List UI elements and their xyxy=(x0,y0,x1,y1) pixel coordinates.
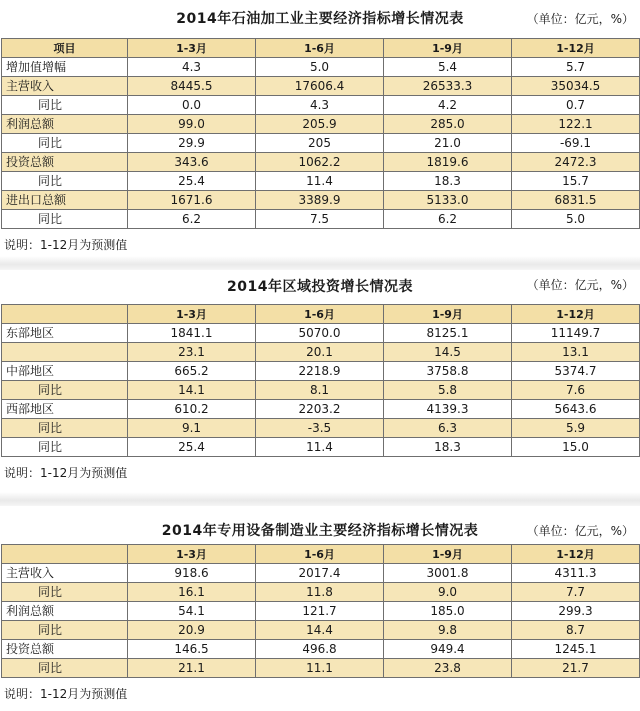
regional-unit-label: （单位：亿元，%） xyxy=(526,278,634,292)
row-label: 同比 xyxy=(2,659,128,678)
row-value: 29.9 xyxy=(128,134,256,153)
row-value: 5374.7 xyxy=(512,362,640,381)
petroleum-table xyxy=(1,38,640,229)
header-item xyxy=(2,545,128,564)
row-value: 26533.3 xyxy=(384,77,512,96)
equipment-table-title: 2014年专用设备制造业主要经济指标增长情况表 xyxy=(161,523,479,539)
row-value: 54.1 xyxy=(128,602,256,621)
header-q3: 1-9月 xyxy=(384,545,512,564)
header-q1: 1-3月 xyxy=(128,545,256,564)
row-value: 610.2 xyxy=(128,400,256,419)
row-value: 21.7 xyxy=(512,659,640,678)
row-value: 8.7 xyxy=(512,621,640,640)
row-value: 7.5 xyxy=(256,210,384,229)
row-value: 121.7 xyxy=(256,602,384,621)
row-label: 主营收入 xyxy=(2,564,128,583)
row-value: -3.5 xyxy=(256,419,384,438)
row-value: 1062.2 xyxy=(256,153,384,172)
equipment-note: 说明：1-12月为预测值 xyxy=(4,687,128,701)
row-value: 11.1 xyxy=(256,659,384,678)
row-value: 5.4 xyxy=(384,58,512,77)
row-value: 99.0 xyxy=(128,115,256,134)
section-divider xyxy=(0,256,640,270)
regional-note: 说明：1-12月为预测值 xyxy=(4,466,128,480)
row-value: 185.0 xyxy=(384,602,512,621)
row-value: 6.2 xyxy=(128,210,256,229)
row-value: 0.7 xyxy=(512,96,640,115)
row-value: 3001.8 xyxy=(384,564,512,583)
row-label: 同比 xyxy=(2,134,128,153)
row-value: -69.1 xyxy=(512,134,640,153)
row-value: 1671.6 xyxy=(128,191,256,210)
row-value: 15.0 xyxy=(512,438,640,457)
row-label: 同比 xyxy=(2,381,128,400)
row-value: 918.6 xyxy=(128,564,256,583)
petroleum-section xyxy=(0,4,640,253)
row-value: 2472.3 xyxy=(512,153,640,172)
header-q3: 1-9月 xyxy=(384,39,512,58)
header-h1: 1-6月 xyxy=(256,545,384,564)
petroleum-table-title: 2014年石油加工业主要经济指标增长情况表 xyxy=(176,11,464,27)
row-value: 5.7 xyxy=(512,58,640,77)
table-row xyxy=(2,564,640,583)
row-value: 6831.5 xyxy=(512,191,640,210)
row-label: 同比 xyxy=(2,438,128,457)
row-label: 同比 xyxy=(2,172,128,191)
row-value: 11.8 xyxy=(256,583,384,602)
table-row xyxy=(2,58,640,77)
row-value: 18.3 xyxy=(384,172,512,191)
row-value: 343.6 xyxy=(128,153,256,172)
row-value: 9.8 xyxy=(384,621,512,640)
row-value: 23.8 xyxy=(384,659,512,678)
header-full-year: 1-12月 xyxy=(512,305,640,324)
row-value: 25.4 xyxy=(128,172,256,191)
petroleum-unit-label: （单位：亿元，%） xyxy=(526,12,634,26)
row-value: 5.8 xyxy=(384,381,512,400)
equipment-section xyxy=(0,510,640,702)
row-value: 3758.8 xyxy=(384,362,512,381)
table-row xyxy=(2,343,640,362)
header-h1: 1-6月 xyxy=(256,305,384,324)
row-label: 主营收入 xyxy=(2,77,128,96)
row-value: 9.0 xyxy=(384,583,512,602)
header-item: 项目 xyxy=(2,39,128,58)
row-value: 205.9 xyxy=(256,115,384,134)
header-q3: 1-9月 xyxy=(384,305,512,324)
row-value: 4.2 xyxy=(384,96,512,115)
row-value: 14.4 xyxy=(256,621,384,640)
row-label: 东部地区 xyxy=(2,324,128,343)
header-item xyxy=(2,305,128,324)
row-value: 1819.6 xyxy=(384,153,512,172)
row-value: 21.0 xyxy=(384,134,512,153)
row-value: 5.0 xyxy=(512,210,640,229)
regional-title-row xyxy=(0,270,640,304)
row-value: 3389.9 xyxy=(256,191,384,210)
row-label: 利润总额 xyxy=(2,602,128,621)
row-value: 285.0 xyxy=(384,115,512,134)
row-value: 20.1 xyxy=(256,343,384,362)
table-row xyxy=(2,583,640,602)
row-value: 7.7 xyxy=(512,583,640,602)
row-value: 11.4 xyxy=(256,172,384,191)
regional-section xyxy=(0,270,640,481)
row-label: 投资总额 xyxy=(2,640,128,659)
row-label: 投资总额 xyxy=(2,153,128,172)
header-full-year: 1-12月 xyxy=(512,545,640,564)
regional-table-body xyxy=(2,324,640,457)
table-row xyxy=(2,602,640,621)
equipment-title-row xyxy=(0,510,640,544)
row-value: 1841.1 xyxy=(128,324,256,343)
row-label: 增加值增幅 xyxy=(2,58,128,77)
row-value: 11.4 xyxy=(256,438,384,457)
table-row xyxy=(2,659,640,678)
section-divider xyxy=(0,492,640,506)
table-row xyxy=(2,621,640,640)
header-q1: 1-3月 xyxy=(128,39,256,58)
petroleum-table-body xyxy=(2,58,640,229)
table-row xyxy=(2,400,640,419)
table-header-row xyxy=(2,545,640,564)
row-value: 8.1 xyxy=(256,381,384,400)
row-value: 14.5 xyxy=(384,343,512,362)
row-value: 6.2 xyxy=(384,210,512,229)
row-label: 利润总额 xyxy=(2,115,128,134)
table-row xyxy=(2,419,640,438)
row-value: 5070.0 xyxy=(256,324,384,343)
table-row xyxy=(2,191,640,210)
row-value: 122.1 xyxy=(512,115,640,134)
row-value: 299.3 xyxy=(512,602,640,621)
table-row xyxy=(2,96,640,115)
row-value: 5643.6 xyxy=(512,400,640,419)
equipment-table xyxy=(1,544,640,678)
row-value: 0.0 xyxy=(128,96,256,115)
row-label: 同比 xyxy=(2,621,128,640)
row-value: 11149.7 xyxy=(512,324,640,343)
row-label: 同比 xyxy=(2,210,128,229)
table-row xyxy=(2,153,640,172)
table-row xyxy=(2,172,640,191)
table-row xyxy=(2,438,640,457)
row-value: 8445.5 xyxy=(128,77,256,96)
petroleum-title-row xyxy=(0,4,640,38)
row-label: 西部地区 xyxy=(2,400,128,419)
row-value: 18.3 xyxy=(384,438,512,457)
row-value: 205 xyxy=(256,134,384,153)
row-label: 进出口总额 xyxy=(2,191,128,210)
row-value: 16.1 xyxy=(128,583,256,602)
regional-table xyxy=(1,304,640,457)
row-label xyxy=(2,343,128,362)
row-value: 4.3 xyxy=(256,96,384,115)
row-value: 2218.9 xyxy=(256,362,384,381)
table-header-row xyxy=(2,39,640,58)
regional-table-title: 2014年区域投资增长情况表 xyxy=(227,279,413,295)
row-value: 5.9 xyxy=(512,419,640,438)
row-value: 4.3 xyxy=(128,58,256,77)
row-label: 中部地区 xyxy=(2,362,128,381)
row-value: 2203.2 xyxy=(256,400,384,419)
row-value: 146.5 xyxy=(128,640,256,659)
row-value: 4139.3 xyxy=(384,400,512,419)
table-row xyxy=(2,210,640,229)
row-value: 5133.0 xyxy=(384,191,512,210)
row-value: 15.7 xyxy=(512,172,640,191)
row-label: 同比 xyxy=(2,583,128,602)
row-value: 2017.4 xyxy=(256,564,384,583)
table-row xyxy=(2,115,640,134)
equipment-unit-label: （单位：亿元，%） xyxy=(526,524,634,538)
row-label: 同比 xyxy=(2,419,128,438)
row-value: 4311.3 xyxy=(512,564,640,583)
petroleum-note: 说明：1-12月为预测值 xyxy=(4,238,128,252)
row-value: 23.1 xyxy=(128,343,256,362)
row-label: 同比 xyxy=(2,96,128,115)
table-row xyxy=(2,640,640,659)
row-value: 1245.1 xyxy=(512,640,640,659)
row-value: 949.4 xyxy=(384,640,512,659)
row-value: 14.1 xyxy=(128,381,256,400)
header-full-year: 1-12月 xyxy=(512,39,640,58)
row-value: 665.2 xyxy=(128,362,256,381)
row-value: 17606.4 xyxy=(256,77,384,96)
header-q1: 1-3月 xyxy=(128,305,256,324)
row-value: 7.6 xyxy=(512,381,640,400)
table-row xyxy=(2,362,640,381)
row-value: 6.3 xyxy=(384,419,512,438)
row-value: 21.1 xyxy=(128,659,256,678)
row-value: 13.1 xyxy=(512,343,640,362)
row-value: 25.4 xyxy=(128,438,256,457)
header-h1: 1-6月 xyxy=(256,39,384,58)
row-value: 496.8 xyxy=(256,640,384,659)
table-row xyxy=(2,324,640,343)
row-value: 9.1 xyxy=(128,419,256,438)
equipment-table-body xyxy=(2,564,640,678)
table-header-row xyxy=(2,305,640,324)
row-value: 35034.5 xyxy=(512,77,640,96)
table-row xyxy=(2,77,640,96)
row-value: 5.0 xyxy=(256,58,384,77)
row-value: 8125.1 xyxy=(384,324,512,343)
table-row xyxy=(2,134,640,153)
row-value: 20.9 xyxy=(128,621,256,640)
table-row xyxy=(2,381,640,400)
